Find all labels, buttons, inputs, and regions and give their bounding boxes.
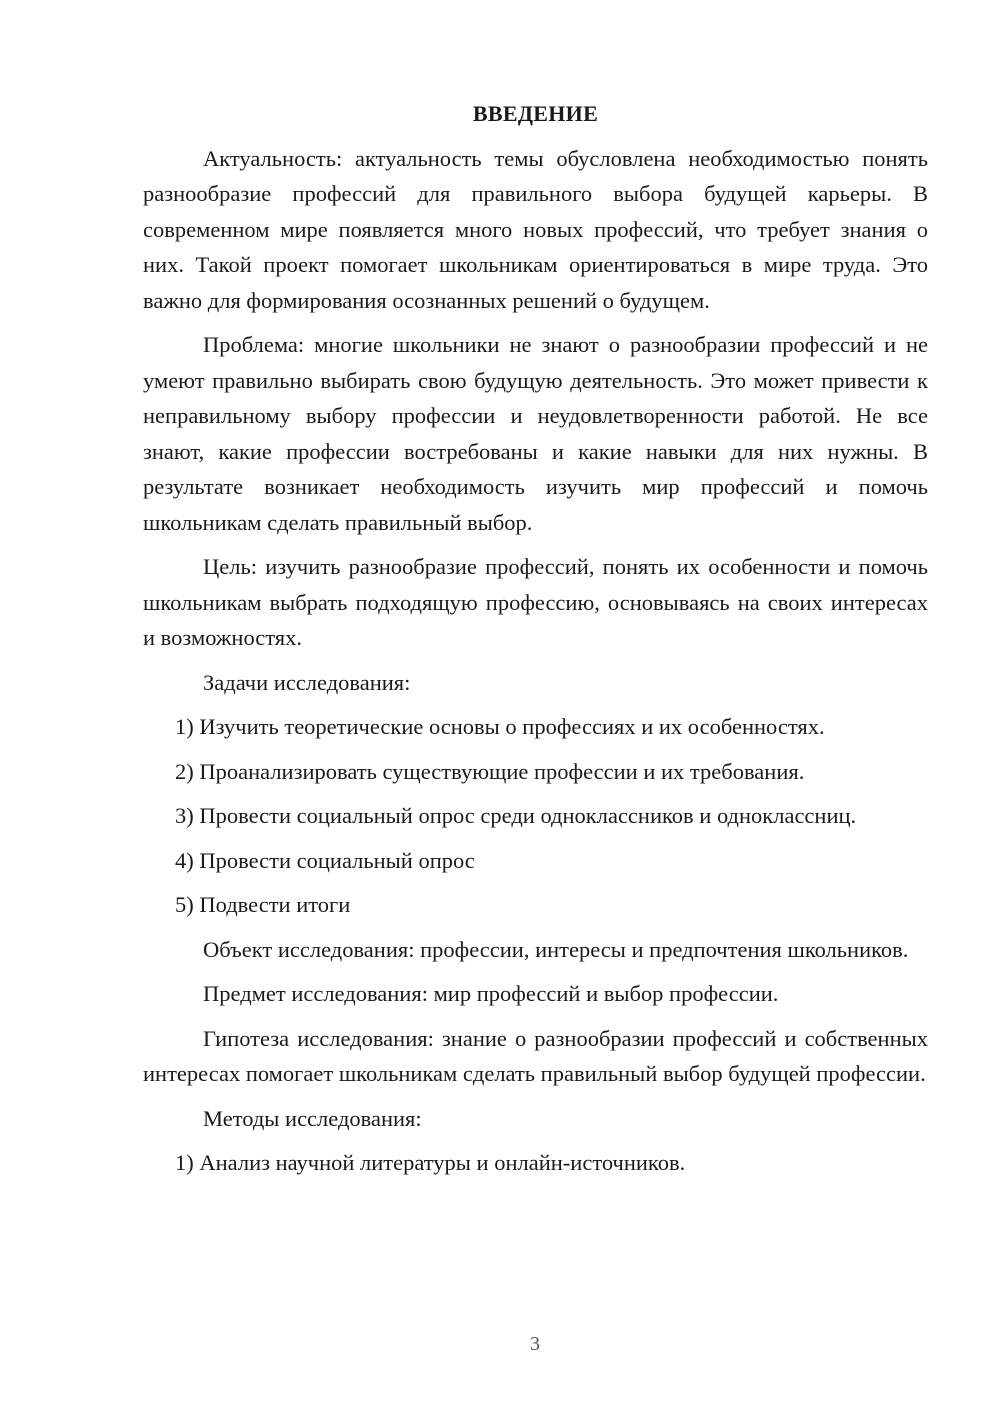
object-paragraph: Объект исследования: профессии, интересы и предпочтения школьников. <box>203 936 909 962</box>
list-item: 5) Подвести итоги <box>175 892 351 917</box>
tasks-heading: Задачи исследования: <box>203 669 411 695</box>
tasks-list <box>143 709 928 923</box>
list-item: 4) Провести социальный опрос <box>175 847 475 873</box>
list-item: 3) Провести социальный опрос среди одноклассников и одноклассниц. <box>175 803 857 828</box>
page-number: 3 <box>530 1333 540 1355</box>
problem-paragraph: Проблема: многие школьники не знают о разнообразии профессий и не умеют правильно выбирать свою будущую деятельность. Это может привести к неправильному выбору профессии и неудовлетворенности работой. Не все знают, какие профессии востребованы и какие навыки для них нужны. В результате возникает необходимость изучить мир профессий и помочь школьникам сделать правильный выбор. <box>143 332 928 535</box>
list-item: 1) Анализ научной литературы и онлайн-источников. <box>175 1150 686 1175</box>
methods-heading: Методы исследования: <box>203 1105 422 1131</box>
methods-list <box>143 1145 928 1181</box>
list-item: 1) Изучить теоретические основы о профессиях и их особенностях. <box>175 714 825 739</box>
subject-paragraph: Предмет исследования: мир профессий и выбор профессии. <box>203 981 779 1006</box>
goal-paragraph: Цель: изучить разнообразие профессий, понять их особенности и помочь школьникам выбрать подходящую профессию, основываясь на своих интересах и возможностях. <box>143 554 928 650</box>
hypothesis-paragraph: Гипотеза исследования: знание о разнообразии профессий и собственных интересах помогает школьникам сделать правильный выбор будущей профессии. <box>143 1025 928 1086</box>
section-title: ВВЕДЕНИЕ <box>472 101 599 126</box>
list-item: 2) Проанализировать существующие профессии и их требования. <box>175 758 805 784</box>
relevance-paragraph: Актуальность: актуальность темы обусловлена необходимостью понять разнообразие профессий для правильного выбора будущей карьеры. В современном мире появляется много новых профессий, что требует знания о них. Такой проект помогает школьникам ориентироваться в мире труда. Это важно для формирования осознанных решений о будущем. <box>143 145 928 313</box>
